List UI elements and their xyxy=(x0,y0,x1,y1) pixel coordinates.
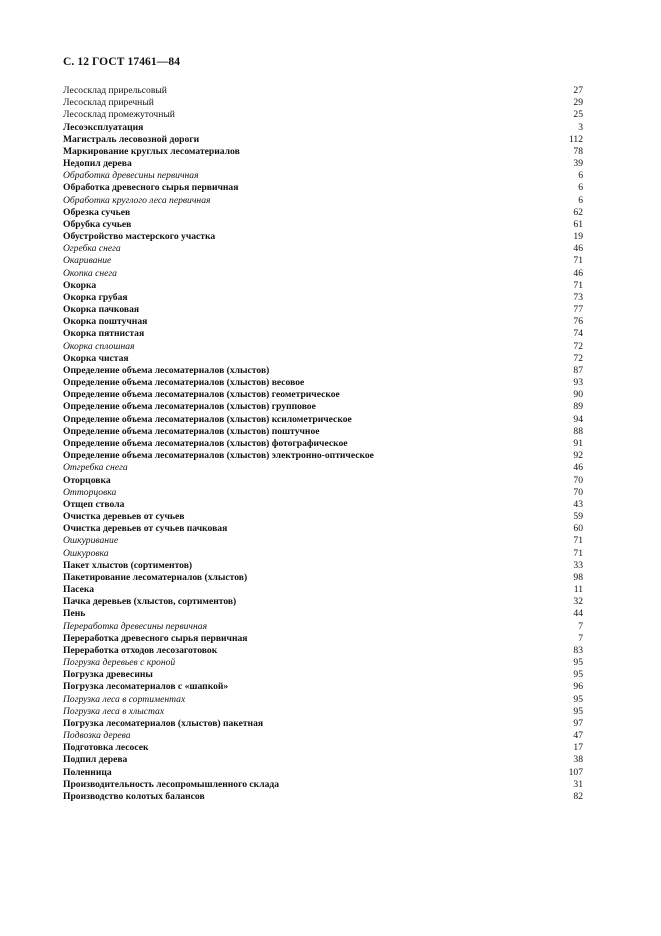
index-page-number: 107 xyxy=(568,766,583,778)
index-term: Лесоэксплуатация xyxy=(63,121,144,133)
index-term: Отторцовка xyxy=(63,486,117,498)
index-entry xyxy=(63,122,583,134)
index-page-number: 71 xyxy=(573,547,583,559)
index-entry xyxy=(63,292,583,304)
index-page-number: 47 xyxy=(573,730,583,742)
index-page-number: 17 xyxy=(573,742,583,754)
index-entry xyxy=(63,791,583,803)
index-page-number: 83 xyxy=(573,644,583,656)
index-entry xyxy=(63,596,583,608)
index-term: Отгребка снега xyxy=(63,462,128,474)
index-entry xyxy=(63,694,583,706)
index-page-number: 31 xyxy=(573,778,583,790)
index-entry xyxy=(63,109,583,121)
index-page-number: 94 xyxy=(573,413,583,425)
index-term: Определение объема лесоматериалов (хлыстов) геометрическое xyxy=(63,389,340,401)
index-page-number: 95 xyxy=(573,705,583,717)
index-term: Поленница xyxy=(63,766,112,778)
index-term: Магистраль лесовозной дороги xyxy=(63,133,200,145)
index-page-number: 71 xyxy=(573,255,583,267)
index-entry xyxy=(63,280,583,292)
index-entry xyxy=(63,548,583,560)
index-page-number: 95 xyxy=(573,693,583,705)
index-page-number: 29 xyxy=(573,97,583,109)
index-term: Производство колотых балансов xyxy=(63,790,205,802)
index-term: Окорка пятнистая xyxy=(63,328,145,340)
index-term: Погрузка древесины xyxy=(63,669,153,681)
index-entry xyxy=(63,438,583,450)
index-entry xyxy=(63,85,583,97)
index-term: Окаривание xyxy=(63,255,112,267)
index-term: Пакетирование лесоматериалов (хлыстов) xyxy=(63,571,248,583)
index-entry xyxy=(63,754,583,766)
index-entry xyxy=(63,767,583,779)
index-page-number: 71 xyxy=(573,535,583,547)
index-page-number: 11 xyxy=(573,584,583,596)
index-term: Определение объема лесоматериалов (хлыстов) групповое xyxy=(63,401,316,413)
index-term: Переработка древесины первичная xyxy=(63,620,208,632)
index-term: Маркирование круглых лесоматериалов xyxy=(63,145,240,157)
index-term: Недопил дерева xyxy=(63,158,132,170)
index-entry xyxy=(63,255,583,267)
index-term: Лесосклад промежуточный xyxy=(63,109,175,121)
index-entry xyxy=(63,621,583,633)
index-term: Подпил дерева xyxy=(63,754,128,766)
index-entry xyxy=(63,645,583,657)
index-entry xyxy=(63,401,583,413)
index-entry xyxy=(63,560,583,572)
index-entry xyxy=(63,377,583,389)
index-term: Окорка сплошная xyxy=(63,340,135,352)
index-term: Переработка отходов лесозаготовок xyxy=(63,644,218,656)
index-page-number: 46 xyxy=(573,243,583,255)
index-entry xyxy=(63,268,583,280)
index-entry xyxy=(63,718,583,730)
index-page-number: 112 xyxy=(568,133,583,145)
index-entry xyxy=(63,572,583,584)
index-page-number: 27 xyxy=(573,85,583,96)
index-page-number: 74 xyxy=(573,328,583,340)
index-term: Определение объема лесоматериалов (хлыстов) ксилометрическое xyxy=(63,413,352,425)
index-page-number: 33 xyxy=(573,559,583,571)
index-page-number: 19 xyxy=(573,231,583,243)
index-entry xyxy=(63,231,583,243)
index-term: Подготовка лесосек xyxy=(63,742,149,754)
index-page-number: 73 xyxy=(573,291,583,303)
index-page-number: 87 xyxy=(573,364,583,376)
index-page-number: 72 xyxy=(573,352,583,364)
index-entry xyxy=(63,742,583,754)
index-entry xyxy=(63,633,583,645)
index-term: Ошкуривание xyxy=(63,535,119,547)
index-page-number: 98 xyxy=(573,571,583,583)
index-term: Окорка чистая xyxy=(63,352,129,364)
index-term: Лесосклад прирельсовый xyxy=(63,85,167,96)
index-page-number: 88 xyxy=(573,425,583,437)
index-entry xyxy=(63,499,583,511)
index-term: Пасека xyxy=(63,584,95,596)
index-entry xyxy=(63,158,583,170)
index-page-number: 70 xyxy=(573,474,583,486)
index-term: Ошкуровка xyxy=(63,547,109,559)
index-term: Обработка круглого леса первичная xyxy=(63,194,211,206)
index-entry xyxy=(63,608,583,620)
index-term: Обустройство мастерского участка xyxy=(63,231,216,243)
index-page-number: 44 xyxy=(573,608,583,620)
index-term: Погрузка лесоматериалов с «шапкой» xyxy=(63,681,229,693)
index-term: Окопка снега xyxy=(63,267,117,279)
index-term: Определение объема лесоматериалов (хлыстов) xyxy=(63,364,270,376)
index-page-number: 70 xyxy=(573,486,583,498)
term-index xyxy=(63,85,583,803)
page-header: С. 12 ГОСТ 17461—84 xyxy=(63,56,181,68)
index-page-number: 39 xyxy=(573,158,583,170)
index-term: Очистка деревьев от сучьев xyxy=(63,511,185,523)
index-term: Окорка пачковая xyxy=(63,304,140,316)
index-page-number: 46 xyxy=(573,267,583,279)
index-page-number: 43 xyxy=(573,498,583,510)
index-entry xyxy=(63,681,583,693)
index-entry xyxy=(63,195,583,207)
index-entry xyxy=(63,706,583,718)
index-page-number: 61 xyxy=(573,218,583,230)
index-entry xyxy=(63,657,583,669)
index-entry xyxy=(63,730,583,742)
index-entry xyxy=(63,389,583,401)
index-entry xyxy=(63,97,583,109)
index-entry xyxy=(63,316,583,328)
index-page-number: 95 xyxy=(573,669,583,681)
index-page-number: 60 xyxy=(573,523,583,535)
index-page-number: 90 xyxy=(573,389,583,401)
index-term: Обработка древесного сырья первичная xyxy=(63,182,239,194)
index-term: Окорка xyxy=(63,279,97,291)
index-term: Погрузка деревьев с кроной xyxy=(63,657,176,669)
index-entry xyxy=(63,207,583,219)
index-term: Определение объема лесоматериалов (хлыстов) электронно-оптическое xyxy=(63,450,374,462)
index-entry xyxy=(63,584,583,596)
index-entry xyxy=(63,182,583,194)
index-entry xyxy=(63,669,583,681)
index-term: Переработка древесного сырья первичная xyxy=(63,632,248,644)
index-page-number: 6 xyxy=(578,182,583,194)
index-page-number: 32 xyxy=(573,596,583,608)
index-page-number: 72 xyxy=(573,340,583,352)
index-page-number: 3 xyxy=(578,121,583,133)
index-term: Окорка поштучная xyxy=(63,316,148,328)
index-term: Пень xyxy=(63,608,86,620)
index-page-number: 7 xyxy=(578,620,583,632)
index-term: Обрубка сучьев xyxy=(63,218,132,230)
index-term: Определение объема лесоматериалов (хлыстов) фотографическое xyxy=(63,437,348,449)
index-page-number: 6 xyxy=(578,170,583,182)
index-entry xyxy=(63,134,583,146)
index-term: Окорка грубая xyxy=(63,291,128,303)
index-entry xyxy=(63,365,583,377)
index-entry xyxy=(63,414,583,426)
index-term: Оторцовка xyxy=(63,474,111,486)
index-entry xyxy=(63,462,583,474)
index-term: Подвозка дерева xyxy=(63,730,131,742)
index-page-number: 62 xyxy=(573,206,583,218)
index-term: Очистка деревьев от сучьев пачковая xyxy=(63,523,228,535)
index-entry xyxy=(63,779,583,791)
index-page-number: 92 xyxy=(573,450,583,462)
index-term: Огребка снега xyxy=(63,243,121,255)
index-page-number: 95 xyxy=(573,657,583,669)
index-entry xyxy=(63,328,583,340)
index-page-number: 82 xyxy=(573,790,583,802)
index-page-number: 93 xyxy=(573,377,583,389)
index-page-number: 96 xyxy=(573,681,583,693)
index-entry xyxy=(63,475,583,487)
index-page-number: 7 xyxy=(578,632,583,644)
index-entry xyxy=(63,341,583,353)
index-page-number: 38 xyxy=(573,754,583,766)
index-term: Погрузка леса в хлыстах xyxy=(63,705,165,717)
index-entry xyxy=(63,243,583,255)
index-page-number: 46 xyxy=(573,462,583,474)
index-entry xyxy=(63,146,583,158)
index-entry xyxy=(63,170,583,182)
index-page-number: 76 xyxy=(573,316,583,328)
index-term: Производительность лесопромышленного склада xyxy=(63,778,280,790)
index-term: Обрезка сучьев xyxy=(63,206,131,218)
index-entry xyxy=(63,219,583,231)
index-term: Лесосклад приречный xyxy=(63,97,154,109)
index-page-number: 71 xyxy=(573,279,583,291)
index-term: Пакет хлыстов (сортиментов) xyxy=(63,559,193,571)
index-term: Погрузка леса в сортиментах xyxy=(63,693,186,705)
index-entry xyxy=(63,523,583,535)
index-term: Определение объема лесоматериалов (хлыстов) поштучное xyxy=(63,425,320,437)
index-page-number: 59 xyxy=(573,511,583,523)
index-entry xyxy=(63,487,583,499)
index-entry xyxy=(63,304,583,316)
index-term: Погрузка лесоматериалов (хлыстов) пакетная xyxy=(63,717,264,729)
index-page-number: 6 xyxy=(578,194,583,206)
index-entry xyxy=(63,450,583,462)
index-term: Пачка деревьев (хлыстов, сортиментов) xyxy=(63,596,237,608)
index-term: Определение объема лесоматериалов (хлыстов) весовое xyxy=(63,377,305,389)
index-entry xyxy=(63,353,583,365)
index-entry xyxy=(63,511,583,523)
index-page-number: 97 xyxy=(573,717,583,729)
index-page-number: 25 xyxy=(573,109,583,121)
index-entry xyxy=(63,535,583,547)
index-entry xyxy=(63,426,583,438)
index-page-number: 91 xyxy=(573,437,583,449)
index-page-number: 77 xyxy=(573,304,583,316)
index-page-number: 89 xyxy=(573,401,583,413)
index-term: Обработка древесины первичная xyxy=(63,170,199,182)
index-term: Отщеп ствола xyxy=(63,498,125,510)
index-page-number: 78 xyxy=(573,145,583,157)
